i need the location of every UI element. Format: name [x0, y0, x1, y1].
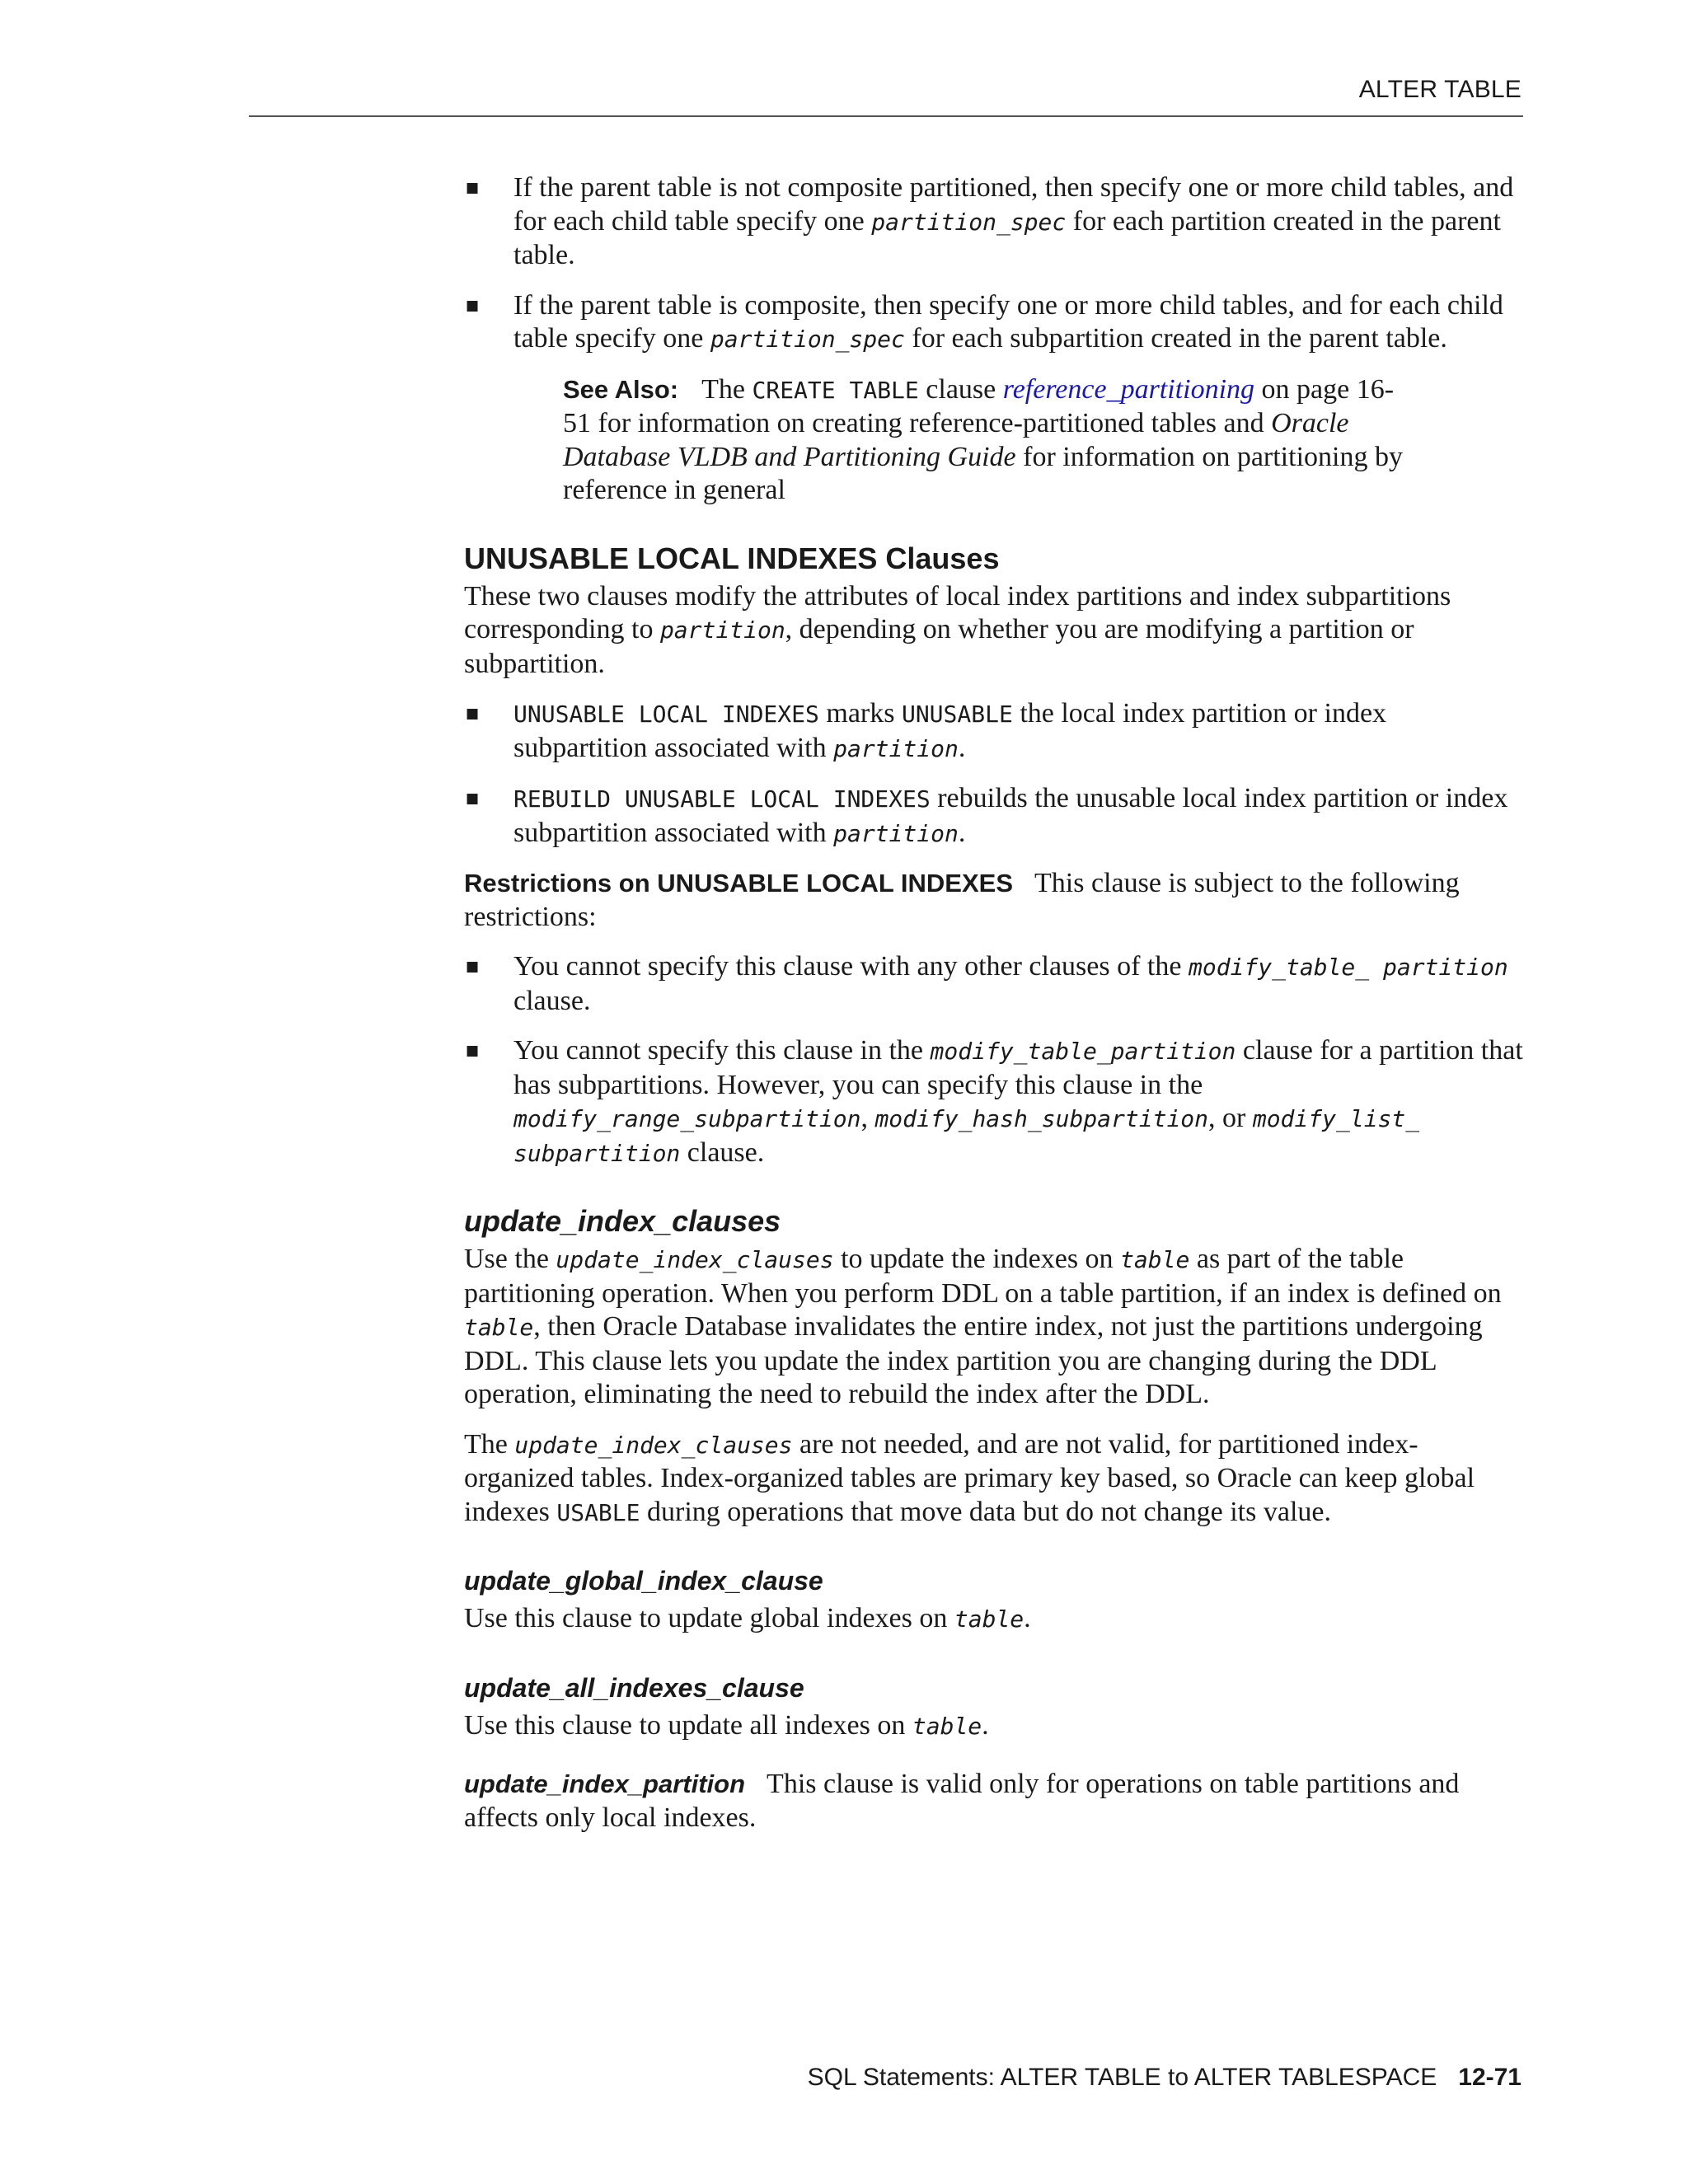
code-term: partition — [659, 616, 785, 644]
square-bullet-icon: ■ — [466, 297, 480, 314]
restrictions-run-in-heading: Restrictions on UNUSABLE LOCAL INDEXES — [464, 869, 1014, 898]
code-term: partition_spec — [871, 208, 1067, 236]
update-index-paragraph-2 — [464, 1428, 1523, 1530]
header-rule — [249, 115, 1523, 117]
paragraph-text: . — [982, 1709, 989, 1741]
code-term: partition — [833, 819, 959, 847]
code-term: update_index_clauses — [514, 1431, 793, 1459]
bullet-text: clause for a partition that has subpartitions. However, you can specify this clause in the — [513, 1035, 1523, 1100]
bullet-text: clause. — [513, 985, 591, 1016]
bullet-text: You cannot specify this clause in the — [513, 1035, 931, 1066]
code-term: USABLE — [556, 1498, 640, 1526]
bullet-text: clause. — [680, 1137, 765, 1168]
page-content — [464, 171, 1523, 1835]
bullet-text: . — [958, 817, 966, 848]
bullet-text: for each subpartition created in the parent table. — [904, 323, 1447, 354]
note-text: for information on partitioning by reference in general — [563, 441, 1403, 505]
paragraph-text: This clause is subject to the following restrictions: — [464, 868, 1460, 932]
bullet-text: You cannot specify this clause with any other clauses of the — [513, 951, 1189, 982]
list-item — [464, 782, 1523, 851]
update-index-partition-paragraph — [464, 1768, 1523, 1835]
list-item — [464, 1034, 1523, 1170]
square-bullet-icon: ■ — [466, 790, 480, 807]
square-bullet-icon: ■ — [466, 1043, 480, 1059]
update-index-paragraph-1 — [464, 1243, 1523, 1412]
code-term: table — [912, 1712, 982, 1740]
footer-book-title: SQL Statements: ALTER TABLE to ALTER TABLESPACE — [807, 2064, 1437, 2091]
note-text: clause — [918, 373, 1003, 405]
update-index-partition-run-in-heading: update_index_partition — [464, 1769, 746, 1798]
code-term: modify_list_ subpartition — [513, 1105, 1420, 1167]
paragraph-text: . — [1024, 1603, 1031, 1633]
restrictions-paragraph — [464, 867, 1523, 934]
paragraph-text: Use this clause to update all indexes on — [464, 1709, 912, 1741]
code-term: partition_spec — [710, 326, 905, 353]
code-term: UNUSABLE LOCAL INDEXES — [513, 701, 819, 728]
list-item — [464, 697, 1523, 766]
page-number: 12-71 — [1458, 2064, 1522, 2091]
paragraph-text: Use the — [464, 1244, 556, 1274]
running-header-title: ALTER TABLE — [1358, 76, 1522, 103]
paragraph-text: during operations that move data but do not change its value. — [640, 1496, 1331, 1527]
square-bullet-icon: ■ — [466, 180, 480, 196]
reference-partitioning-link[interactable]: reference_partitioning — [1002, 373, 1255, 405]
book-title: Oracle Database VLDB and Partitioning Guide — [563, 408, 1349, 472]
code-term: partition — [833, 734, 959, 762]
note-text: on page 16-51 for information on creating reference-partitioned tables and — [563, 373, 1395, 438]
paragraph-text: Use this clause to update global indexes on — [464, 1603, 954, 1633]
code-term: modify_hash_subpartition — [874, 1105, 1209, 1132]
paragraph-text: This clause is valid only for operations on table partitions and affects only local indexes. — [464, 1769, 1460, 1833]
list-item — [464, 171, 1523, 273]
code-term: modify_table_partition — [930, 1038, 1236, 1065]
page-footer — [808, 2064, 1522, 2092]
bullet-text: , — [860, 1103, 875, 1133]
paragraph-text: are not needed, and are not valid, for partitioned index-organized tables. Index-organized tables are primary key based, so Oracle can keep global indexes — [464, 1428, 1475, 1527]
unusable-bullet-list — [464, 697, 1523, 851]
subsection-heading-update-global-index-clause: update_global_index_clause — [464, 1566, 823, 1596]
section-heading-update-index-clauses: update_index_clauses — [464, 1204, 781, 1238]
paragraph-text: as part of the table partitioning operation. When you perform DDL on a table partition, if an index is defined on — [464, 1244, 1502, 1309]
see-also-label: See Also: — [563, 374, 679, 404]
paragraph-text: These two clauses modify the attributes of local index partitions and index subpartitions corresponding to — [464, 580, 1451, 644]
bullet-text: If the parent table is composite, then specify one or more child tables, and for each child table specify one — [513, 289, 1503, 354]
code-term: update_index_clauses — [556, 1246, 834, 1273]
code-term: table — [954, 1605, 1025, 1633]
code-term: table — [464, 1314, 534, 1341]
list-item — [464, 289, 1523, 357]
section-heading-unusable-local-indexes: UNUSABLE LOCAL INDEXES Clauses — [464, 541, 1000, 575]
bullet-text: . — [958, 732, 966, 763]
code-term: table — [1120, 1246, 1190, 1273]
paragraph-text: to update the indexes on — [833, 1244, 1121, 1274]
code-term: CREATE TABLE — [752, 376, 919, 404]
bullet-text: the local index partition or index subpartition associated with — [513, 698, 1387, 763]
paragraph-text: , then Oracle Database invalidates the entire index, not just the partitions undergoing DDL. This clause lets you update the index partition you are changing during the DDL operation, eliminating the need to rebuild the index after the DDL. — [464, 1311, 1483, 1409]
bullet-text: If the parent table is not composite partitioned, then specify one or more child tables, and for each child table specify one — [513, 172, 1514, 237]
square-bullet-icon: ■ — [466, 705, 480, 722]
square-bullet-icon: ■ — [466, 958, 480, 975]
bullet-text: for each partition created in the parent table. — [513, 205, 1501, 270]
bullet-text: rebuilds the unusable local index partition or index subpartition associated with — [513, 783, 1508, 848]
code-term: modify_range_subpartition — [513, 1105, 861, 1132]
section-intro-paragraph — [464, 580, 1523, 682]
bullet-text: , or — [1208, 1103, 1253, 1133]
bullet-text: marks — [818, 698, 902, 729]
update-global-paragraph — [464, 1602, 1523, 1637]
update-all-paragraph — [464, 1709, 1523, 1744]
see-also-note — [563, 373, 1412, 508]
list-item — [464, 950, 1523, 1018]
note-text: The — [701, 373, 753, 405]
restrictions-bullet-list — [464, 950, 1523, 1170]
subsection-heading-update-all-indexes-clause: update_all_indexes_clause — [464, 1672, 804, 1703]
code-term: REBUILD UNUSABLE LOCAL INDEXES — [513, 785, 931, 813]
paragraph-text: The — [464, 1428, 515, 1460]
code-term: UNUSABLE — [901, 701, 1013, 728]
code-term: modify_table_ partition — [1188, 954, 1508, 981]
parent-table-bullet-list — [464, 171, 1523, 357]
paragraph-text: , depending on whether you are modifying a partition or subpartition. — [464, 614, 1414, 679]
